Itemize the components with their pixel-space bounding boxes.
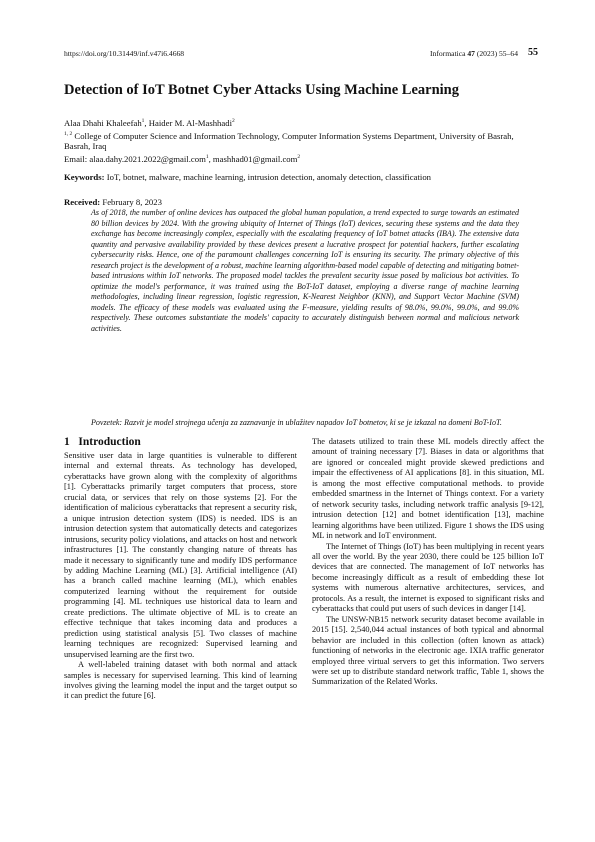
email-1-sup: 1	[205, 154, 209, 161]
paper-title: Detection of IoT Botnet Cyber Attacks Using Machine Learning	[64, 82, 459, 98]
paragraph: The Internet of Things (IoT) has been multiplying in recent years all over the world. By the year 2030, there could be 125 billion IoT devices that are connected. The management of IoT networks has become increasingly difficult as a result of embedding these Iot systems with numerous alternative architectures, services, and protocols. As a result, the internet is exposed to significant risks and cyberattacks that could put users of such devices in danger [14].	[312, 541, 544, 614]
journal-citation	[430, 49, 518, 58]
affiliation-text: College of Computer Science and Information Technology, Computer Information Systems Department, University of Basrah, Basrah, Iraq	[64, 130, 514, 152]
page-number: 55	[528, 47, 538, 58]
received-date	[64, 197, 534, 207]
author-block	[64, 116, 534, 165]
keywords	[64, 172, 534, 182]
section-title: Introduction	[78, 436, 141, 448]
section-heading	[64, 436, 141, 448]
email-line	[64, 152, 534, 165]
right-column	[312, 437, 544, 688]
doi-link[interactable]: https://doi.org/10.31449/inf.v47i6.4668	[64, 49, 185, 58]
email-sep: ,	[208, 154, 213, 165]
abstract: As of 2018, the number of online devices has outpaced the global human population, a trend expected to surge towards an estimated 80 billion devices by 2024. With the growing ubiquity of Internet of Things (IoT) devices, securing these systems and the data they exchange has become increasingly complex, especially with the escalating frequency of IoT botnet attacks (IBA). The extensive data quantity and pervasive availability provided by these devices present a lucrative prospect for potential hackers, further escalating cybersecurity risks. Hence, one of the paramount challenges concerning IoT is ensuring its security. The primary objective of this research project is the development of a robust, machine learning algorithm-based model capable of detecting and mitigating botnet-based intrusions within IoT networks. The proposed model tackles the prevalent security issue posed by malicious bot activities. To optimize the model's performance, it was trained using the BoT-IoT dataset, employing a diverse range of machine learning methodologies, including linear regression, logistic regression, K-Nearest Neighbor (KNN), and Support Vector Machine (SVM) models. The efficacy of these models was evaluated using the F-measure, yielding results of 98.0%, 99.0%, 99.0%, and 99.0% respectively. These outcomes substantiate the models' capacity to accurately distinguish between normal and malicious network activities.	[91, 208, 519, 334]
email-2[interactable]: mashhad01@gmail.com	[212, 154, 298, 165]
author-1: Alaa Dhahi Khaleefah	[64, 117, 142, 128]
journal-name: Informatica	[430, 49, 466, 58]
povzetek: Povzetek: Razvit je model strojnega učenja za zaznavanje in ublažitev napadov IoT botnetov, ki se je izkazal na domeni BoT-IoT.	[91, 418, 502, 427]
paragraph: A well-labeled training dataset with both normal and attack samples is necessary for supervised learning. This kind of learning involves giving the learning model the input and the target output so it can predict the future [6].	[64, 660, 297, 701]
affiliation-sup: 1, 2	[64, 130, 73, 137]
received-value: February 8, 2023	[100, 197, 162, 207]
section-number: 1	[64, 436, 70, 448]
received-label: Received:	[64, 197, 101, 207]
email-label: Email:	[64, 154, 90, 165]
author-2: , Haider M. Al-Mashhadi	[144, 117, 233, 128]
journal-volume: 47	[467, 49, 475, 58]
author-1-sup: 1	[141, 118, 145, 124]
email-2-sup: 2	[297, 154, 301, 161]
paragraph: Sensitive user data in large quantities is vulnerable to different internal and external threats. As technology has developed, cyberattacks have grown along with the complexity of algorithms [1]. Cyberattacks primarily target computers that process, store crucial data, or services that rely on those systems [2]. For the identification of malicious cyberattacks that represent a security risk, a unique intrusion detection system (IDS) is needed. IDS is an intrusion detection system that automatically detects and categorizes intrusions, security policy violations, and attacks on host and network infrastructures [1]. The constantly changing nature of threats has made it necessary to significantly tune and modify IDS performance by adding Machine Learning (ML) [3]. Artificial intelligence (AI) has a branch called machine learning (ML), which enables computerized learning without the requirement for outside programming [4]. ML techniques use historical data to learn and create predictions. The ultimate objective of ML is to create an effective technique that takes incoming data and produces a prediction using statistical analysis [5]. Two classes of machine learning techniques are recognized: Supervised learning and unsupervised learning are the first two.	[64, 451, 297, 659]
paragraph: The datasets utilized to train these ML models directly affect the amount of training necessary [7]. Biases in data or algorithms that are ignored or concealed might provide skewed predictions and impair the effectiveness of AI applications [8]. in this situation, ML is among the most effective computational methods. to provide embedded smartness in the Internet of Things context. For a variety of network security tasks, including network traffic analysis [9-12], intrusion detection [12] and botnet identification [13], machine learning algorithms have been utilized. Figure 1 shows the IDS using ML in network and IoT environment.	[312, 437, 544, 541]
keywords-text: IoT, botnet, malware, machine learning, intrusion detection, anomaly detection, classification	[104, 172, 432, 182]
author-names	[64, 116, 534, 129]
keywords-label: Keywords:	[64, 172, 105, 182]
author-2-sup: 2	[232, 118, 235, 124]
affiliation	[64, 129, 534, 152]
journal-issue-pages: (2023) 55–64	[476, 49, 518, 58]
email-1[interactable]: alaa.dahy.2021.2022@gmail.com	[89, 154, 206, 165]
left-column	[64, 451, 297, 702]
paragraph: The UNSW-NB15 network security dataset become available in 2015 [15]. 2,540,044 actual instances of both typical and abnormal behavior are included in this collection (often known as attack) functioning of networks in the electronic age. IXIA traffic generator employed three virtual servers to get this information. Two servers were set up to distribute standard network traffic, Table 1, shows the Summarization of the Related Works.	[312, 614, 544, 687]
